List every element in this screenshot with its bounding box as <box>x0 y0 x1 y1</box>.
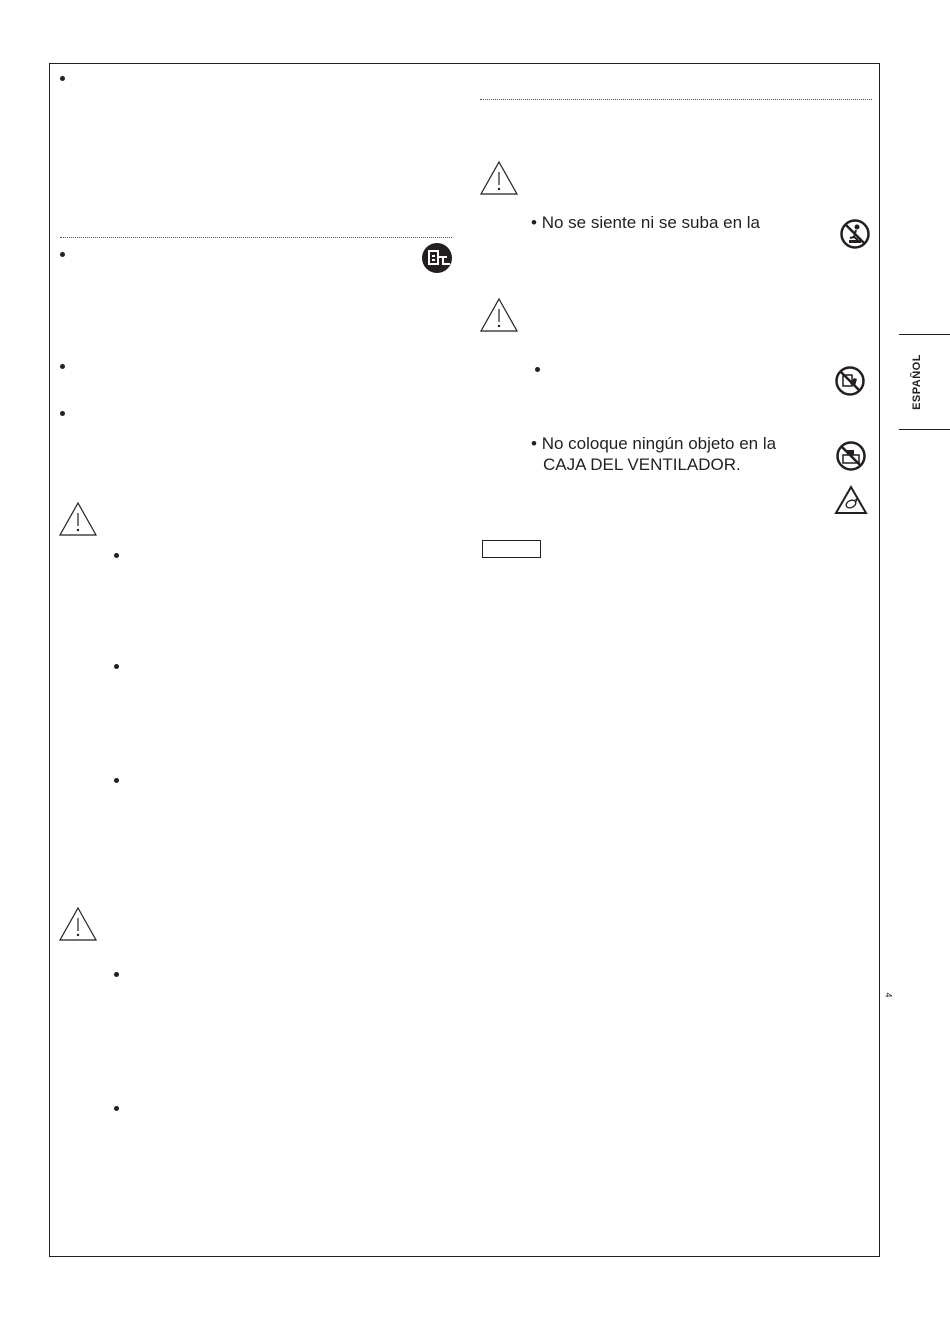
warning-triangle-icon <box>58 501 98 537</box>
page-frame <box>49 63 880 1257</box>
no-climbing-sitting-icon <box>840 219 870 249</box>
unplug-icon <box>421 242 453 274</box>
section-divider-left <box>60 237 452 238</box>
side-tab-bottom-rule <box>899 429 950 430</box>
no-touching-icon <box>835 366 865 396</box>
left-bullet-8 <box>114 972 119 977</box>
right-item-1-bullet: • <box>531 213 542 232</box>
rotating-fan-warning-icon <box>834 485 868 515</box>
warning-triangle-icon <box>58 906 98 942</box>
left-bullet-9 <box>114 1106 119 1111</box>
no-objects-on-unit-icon <box>836 441 866 471</box>
left-bullet-1 <box>60 76 65 81</box>
side-tab-label: ESPAÑOL <box>911 353 924 410</box>
left-bullet-6 <box>114 664 119 669</box>
right-item-3-line-2: CAJA DEL VENTILADOR. <box>543 455 741 474</box>
warning-triangle-icon <box>479 160 519 196</box>
page-number-text: 4 <box>883 992 894 998</box>
right-item-3-bullet: • <box>531 434 542 453</box>
left-bullet-4 <box>60 411 65 416</box>
warning-triangle-icon <box>479 297 519 333</box>
side-tab <box>902 334 932 429</box>
left-bullet-5 <box>114 553 119 558</box>
right-item-3-line-1: No coloque ningún objeto en la <box>541 434 777 453</box>
section-divider-right <box>480 99 872 100</box>
page-number <box>884 988 894 1002</box>
right-item-2-bullet <box>535 367 540 372</box>
note-label-box <box>482 540 541 558</box>
right-item-1-line-1: No se siente ni se suba en la <box>541 213 760 232</box>
left-bullet-7 <box>114 778 119 783</box>
left-bullet-3 <box>60 364 65 369</box>
right-item-3 <box>531 433 776 475</box>
left-bullet-2 <box>60 252 65 257</box>
right-item-1 <box>531 212 760 233</box>
